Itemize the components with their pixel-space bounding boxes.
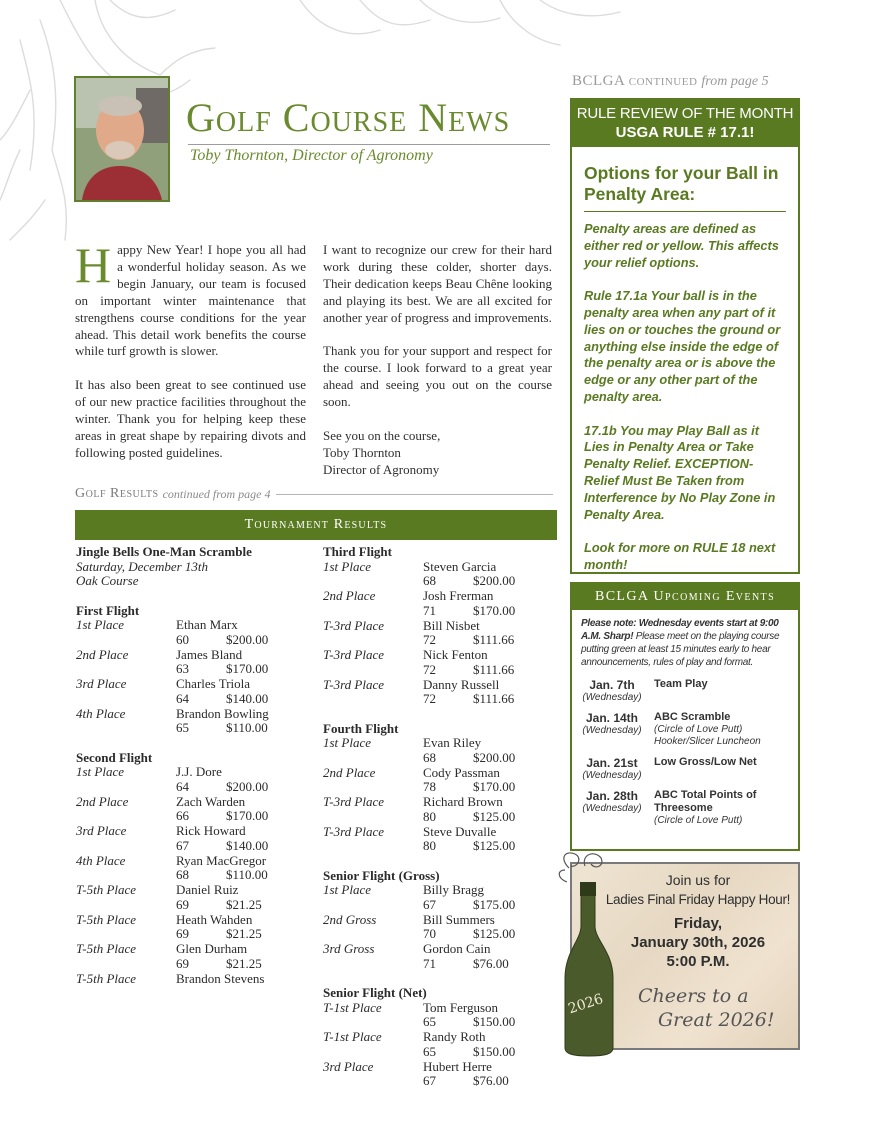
result-prize: $110.00 xyxy=(226,867,268,882)
golf-results-header: Golf Results continued from page 4 xyxy=(75,485,553,503)
article-paragraph: Thank you for your support and respect for the course. I look forward to a great year ahead and seeing you out on the course soon. xyxy=(323,343,552,410)
event-course: Oak Course xyxy=(76,573,139,588)
result-prize: $175.00 xyxy=(473,896,516,912)
result-place: T-3rd Place xyxy=(323,676,385,692)
article-column-1 xyxy=(75,237,306,479)
event-detail: Hooker/Slicer Luncheon xyxy=(654,736,761,747)
result-place: 4th Place xyxy=(76,852,126,868)
result-score: 71 xyxy=(423,602,436,618)
title-divider xyxy=(188,144,550,145)
result-name: Gordon Cain xyxy=(423,941,491,956)
event-weekday: (Wednesday) xyxy=(582,803,642,814)
result-place: T-3rd Place xyxy=(323,823,385,839)
promo-text: Join us for Ladies Final Friday Happy Hour! Friday, January 30th, 2026 5:00 P.M. xyxy=(605,872,791,970)
result-score: 78 xyxy=(423,779,436,794)
result-entry xyxy=(76,824,306,853)
result-prize: $200.00 xyxy=(226,631,269,647)
result-name: Rick Howard xyxy=(176,823,246,838)
result-score: 69 xyxy=(176,926,189,941)
result-score: 80 xyxy=(423,838,436,853)
result-prize: $111.66 xyxy=(473,632,515,647)
rule-review-header: RULE REVIEW OF THE MONTH USGA RULE # 17.1! xyxy=(572,100,798,147)
result-score: 67 xyxy=(423,1073,436,1088)
result-score: 65 xyxy=(176,720,189,735)
result-prize: $200.00 xyxy=(473,749,516,765)
event-name: Low Gross/Low Net xyxy=(654,756,757,768)
result-score: 68 xyxy=(176,867,189,882)
article-paragraph: It has also been great to see continued use of our new practice facilities throughout the winter. Thank you for helping keep these areas in great shape by repairing divots and following posted guidelines. xyxy=(75,377,306,460)
result-entry xyxy=(76,942,306,971)
result-prize: $170.00 xyxy=(473,602,516,618)
result-entry xyxy=(323,589,555,618)
result-entry xyxy=(323,1030,555,1059)
event-name: Team Play xyxy=(654,678,708,690)
rule-divider xyxy=(584,211,786,212)
result-score: 70 xyxy=(423,926,436,941)
result-name: Hubert Herre xyxy=(423,1058,492,1074)
result-entry xyxy=(76,677,306,706)
result-entry xyxy=(323,766,555,795)
result-score: 69 xyxy=(176,955,189,971)
result-entry xyxy=(76,618,306,647)
upcoming-events-header: BCLGA Upcoming Events xyxy=(572,584,798,610)
result-prize: $200.00 xyxy=(226,778,269,794)
result-place: 1st Place xyxy=(323,558,372,574)
result-prize: $21.25 xyxy=(226,926,262,941)
result-score: 71 xyxy=(423,955,436,971)
result-entry xyxy=(323,825,555,854)
result-prize: $76.00 xyxy=(473,955,509,971)
result-name: J.J. Dore xyxy=(176,764,222,779)
result-entry xyxy=(323,795,555,824)
result-entry xyxy=(76,795,306,824)
drop-cap: H xyxy=(75,237,112,293)
result-name: Billy Bragg xyxy=(423,882,485,897)
events-note: Please note: Wednesday events start at 9:00 A.M. Sharp! Please meet on the playing course putting green at least 15 minutes early to hear announcements, rules of play and format. xyxy=(581,618,780,668)
result-name: Brandon Bowling xyxy=(176,705,269,721)
event-date: Jan. 21st xyxy=(586,756,638,770)
page-title: Golf Course News xyxy=(186,95,511,140)
result-entry xyxy=(76,883,306,912)
sidebar-continued-label: BCLGA continued from page 5 xyxy=(572,73,769,89)
result-entry xyxy=(323,913,555,942)
result-score: 66 xyxy=(176,808,189,823)
cheers-script: Cheers to a Great 2026! xyxy=(638,985,775,1031)
result-score: 65 xyxy=(423,1014,436,1029)
result-place: T-5th Place xyxy=(76,882,137,897)
result-place: 1st Place xyxy=(76,764,125,779)
result-entry xyxy=(323,736,555,765)
result-place: 2nd Place xyxy=(323,588,376,603)
flight-heading: Fourth Flight xyxy=(323,720,399,736)
result-place: 2nd Place xyxy=(76,646,129,662)
result-entry xyxy=(323,560,555,589)
result-place: 1st Place xyxy=(323,735,372,750)
result-entry xyxy=(76,707,306,736)
events-list xyxy=(572,678,798,827)
event-date: Saturday, December 13th xyxy=(76,558,209,574)
result-prize: $200.00 xyxy=(473,573,516,588)
rule-review-box xyxy=(570,98,800,574)
result-prize: $170.00 xyxy=(226,661,269,676)
result-name: Cody Passman xyxy=(423,764,500,780)
result-name: James Bland xyxy=(176,646,243,662)
result-name: Brandon Stevens xyxy=(176,970,265,986)
event-row xyxy=(572,711,798,748)
result-score: 67 xyxy=(423,896,436,912)
results-left-column xyxy=(76,545,306,987)
result-entry xyxy=(323,678,555,707)
result-place: 1st Place xyxy=(323,882,372,897)
author-photo xyxy=(74,76,170,202)
result-entry xyxy=(323,1001,555,1030)
result-prize: $140.00 xyxy=(226,837,269,853)
result-place: 2nd Place xyxy=(76,793,129,809)
result-score: 68 xyxy=(423,573,436,588)
result-entry xyxy=(323,883,555,912)
flight-heading: First Flight xyxy=(76,602,140,618)
event-weekday: (Wednesday) xyxy=(582,725,642,736)
result-score: 63 xyxy=(176,661,189,676)
right-flights xyxy=(323,545,555,1089)
result-score: 72 xyxy=(423,632,436,647)
result-entry xyxy=(76,854,306,883)
result-name: Randy Roth xyxy=(423,1029,486,1044)
result-name: Ethan Marx xyxy=(176,617,238,632)
event-date: Jan. 28th xyxy=(585,789,639,803)
flight-heading: Second Flight xyxy=(76,749,153,765)
result-entry xyxy=(76,765,306,794)
result-score: 80 xyxy=(423,808,436,824)
article-column-2 xyxy=(323,242,552,479)
result-place: 3rd Place xyxy=(76,676,127,691)
result-name: Glen Durham xyxy=(176,941,248,956)
result-prize: $125.00 xyxy=(473,838,516,853)
result-prize: $125.00 xyxy=(473,926,516,941)
champagne-bottle-icon xyxy=(555,848,625,1058)
result-name: Danny Russell xyxy=(423,676,500,692)
result-entry xyxy=(76,648,306,677)
event-detail: (Circle of Love Putt) xyxy=(654,724,743,735)
rule-paragraph: Penalty areas are defined as either red or yellow. This affects your relief options. xyxy=(584,221,779,270)
upcoming-events-box xyxy=(570,582,800,851)
tournament-results-bar: Tournament Results xyxy=(75,510,557,540)
result-score: 68 xyxy=(423,749,436,765)
event-title: Jingle Bells One-Man Scramble xyxy=(76,544,252,559)
result-prize: $21.25 xyxy=(226,955,262,971)
result-place: 3rd Place xyxy=(323,1058,374,1074)
result-name: Heath Wahden xyxy=(176,911,253,927)
event-row xyxy=(572,756,798,781)
result-place: T-5th Place xyxy=(76,911,137,927)
rule-review-body xyxy=(572,147,798,574)
result-score: 67 xyxy=(176,837,189,853)
result-prize: $170.00 xyxy=(473,779,516,794)
byline: Toby Thornton, Director of Agronomy xyxy=(190,147,433,164)
flight-heading: Senior Flight (Gross) xyxy=(323,867,440,883)
result-name: Bill Summers xyxy=(423,911,495,927)
result-prize: $150.00 xyxy=(473,1014,516,1029)
result-name: Josh Frerman xyxy=(423,588,494,603)
article-paragraph: I want to recognize our crew for their hard work during these colder, shorter days. Their dedication keeps Beau Chêne looking and playing its best. We are all excited for another year of progress and improvements. xyxy=(323,242,552,325)
result-place: 4th Place xyxy=(76,705,126,721)
result-prize: $21.25 xyxy=(226,896,262,912)
result-name: Bill Nisbet xyxy=(423,617,480,633)
article-paragraph: Happy New Year! I hope you all had a wonderful holiday season. As we begin January, our team is focused on important winter maintenance that strengthens course conditions for the year ahead. This detail work benefits the course while turf growth is slower. xyxy=(75,237,306,359)
result-entry xyxy=(323,1060,555,1089)
event-weekday: (Wednesday) xyxy=(582,770,642,781)
event-row xyxy=(572,789,798,827)
result-name: Daniel Ruiz xyxy=(176,882,239,897)
result-entry xyxy=(76,913,306,942)
result-name: Steven Garcia xyxy=(423,558,497,574)
bottle-label: 2026 xyxy=(566,991,606,1018)
event-name: ABC Total Points of Threesome xyxy=(654,789,757,814)
result-place: T-5th Place xyxy=(76,941,137,956)
rule-paragraph: Rule 17.1a Your ball is in the penalty area when any part of it lies on or touches the ground or anything else inside the edge of the penalty area or is above the edge or any other part of the penalty area. xyxy=(584,288,781,404)
event-date: Jan. 7th xyxy=(589,678,635,692)
result-name: Ryan MacGregor xyxy=(176,852,267,868)
result-name: Charles Triola xyxy=(176,676,251,691)
result-place: T-5th Place xyxy=(76,970,137,986)
signature: See you on the course, Toby Thornton Director of Agronomy xyxy=(323,427,441,477)
result-place: 2nd Gross xyxy=(323,911,377,927)
result-name: Steve Duvalle xyxy=(423,823,497,839)
result-place: 3rd Gross xyxy=(323,941,375,956)
result-prize: $170.00 xyxy=(226,808,269,823)
rule-paragraph: 17.1b You may Play Ball as it Lies in Penalty Area or Take Penalty Relief. EXCEPTION-Relief Must Be Taken from Interference by No Play Zone in Penalty Area. xyxy=(584,422,776,522)
result-entry xyxy=(323,619,555,648)
result-entry xyxy=(76,972,306,987)
result-prize: $110.00 xyxy=(226,720,268,735)
result-score: 64 xyxy=(176,690,189,706)
event-row xyxy=(572,678,798,703)
result-place: 1st Place xyxy=(76,617,125,632)
rule-title: Options for your Ball in Penalty Area: xyxy=(584,163,779,204)
event-name: ABC Scramble xyxy=(654,711,731,723)
result-score: 72 xyxy=(423,661,436,677)
result-score: 69 xyxy=(176,896,189,912)
flight-heading: Third Flight xyxy=(323,544,392,559)
result-name: Nick Fenton xyxy=(423,647,488,662)
result-place: T-3rd Place xyxy=(323,794,385,809)
left-flights xyxy=(76,604,306,987)
result-place: T-1st Place xyxy=(323,999,382,1015)
event-date: Jan. 14th xyxy=(585,711,639,725)
event-detail: (Circle of Love Putt) xyxy=(654,815,743,826)
result-prize: $125.00 xyxy=(473,808,516,824)
result-score: 60 xyxy=(176,631,189,647)
result-prize: $76.00 xyxy=(473,1073,509,1088)
result-score: 64 xyxy=(176,778,189,794)
result-place: 3rd Place xyxy=(76,823,127,838)
rule-paragraph: Look for more on RULE 18 next month! xyxy=(584,540,776,572)
result-prize: $111.66 xyxy=(473,691,515,706)
result-score: 65 xyxy=(423,1043,436,1059)
event-weekday: (Wednesday) xyxy=(582,692,642,703)
result-place: T-1st Place xyxy=(323,1029,382,1044)
result-score: 72 xyxy=(423,691,436,706)
result-entry xyxy=(323,942,555,971)
result-prize: $111.66 xyxy=(473,661,515,677)
result-entry xyxy=(323,648,555,677)
result-name: Evan Riley xyxy=(423,735,482,750)
result-name: Richard Brown xyxy=(423,794,503,809)
results-right-column xyxy=(323,545,555,1089)
result-name: Zach Warden xyxy=(176,793,246,809)
result-place: 2nd Place xyxy=(323,764,376,780)
result-prize: $140.00 xyxy=(226,690,269,706)
result-prize: $150.00 xyxy=(473,1043,516,1059)
result-place: T-3rd Place xyxy=(323,647,385,662)
result-place: T-3rd Place xyxy=(323,617,385,633)
result-name: Tom Ferguson xyxy=(423,999,499,1015)
flight-heading: Senior Flight (Net) xyxy=(323,985,427,1000)
